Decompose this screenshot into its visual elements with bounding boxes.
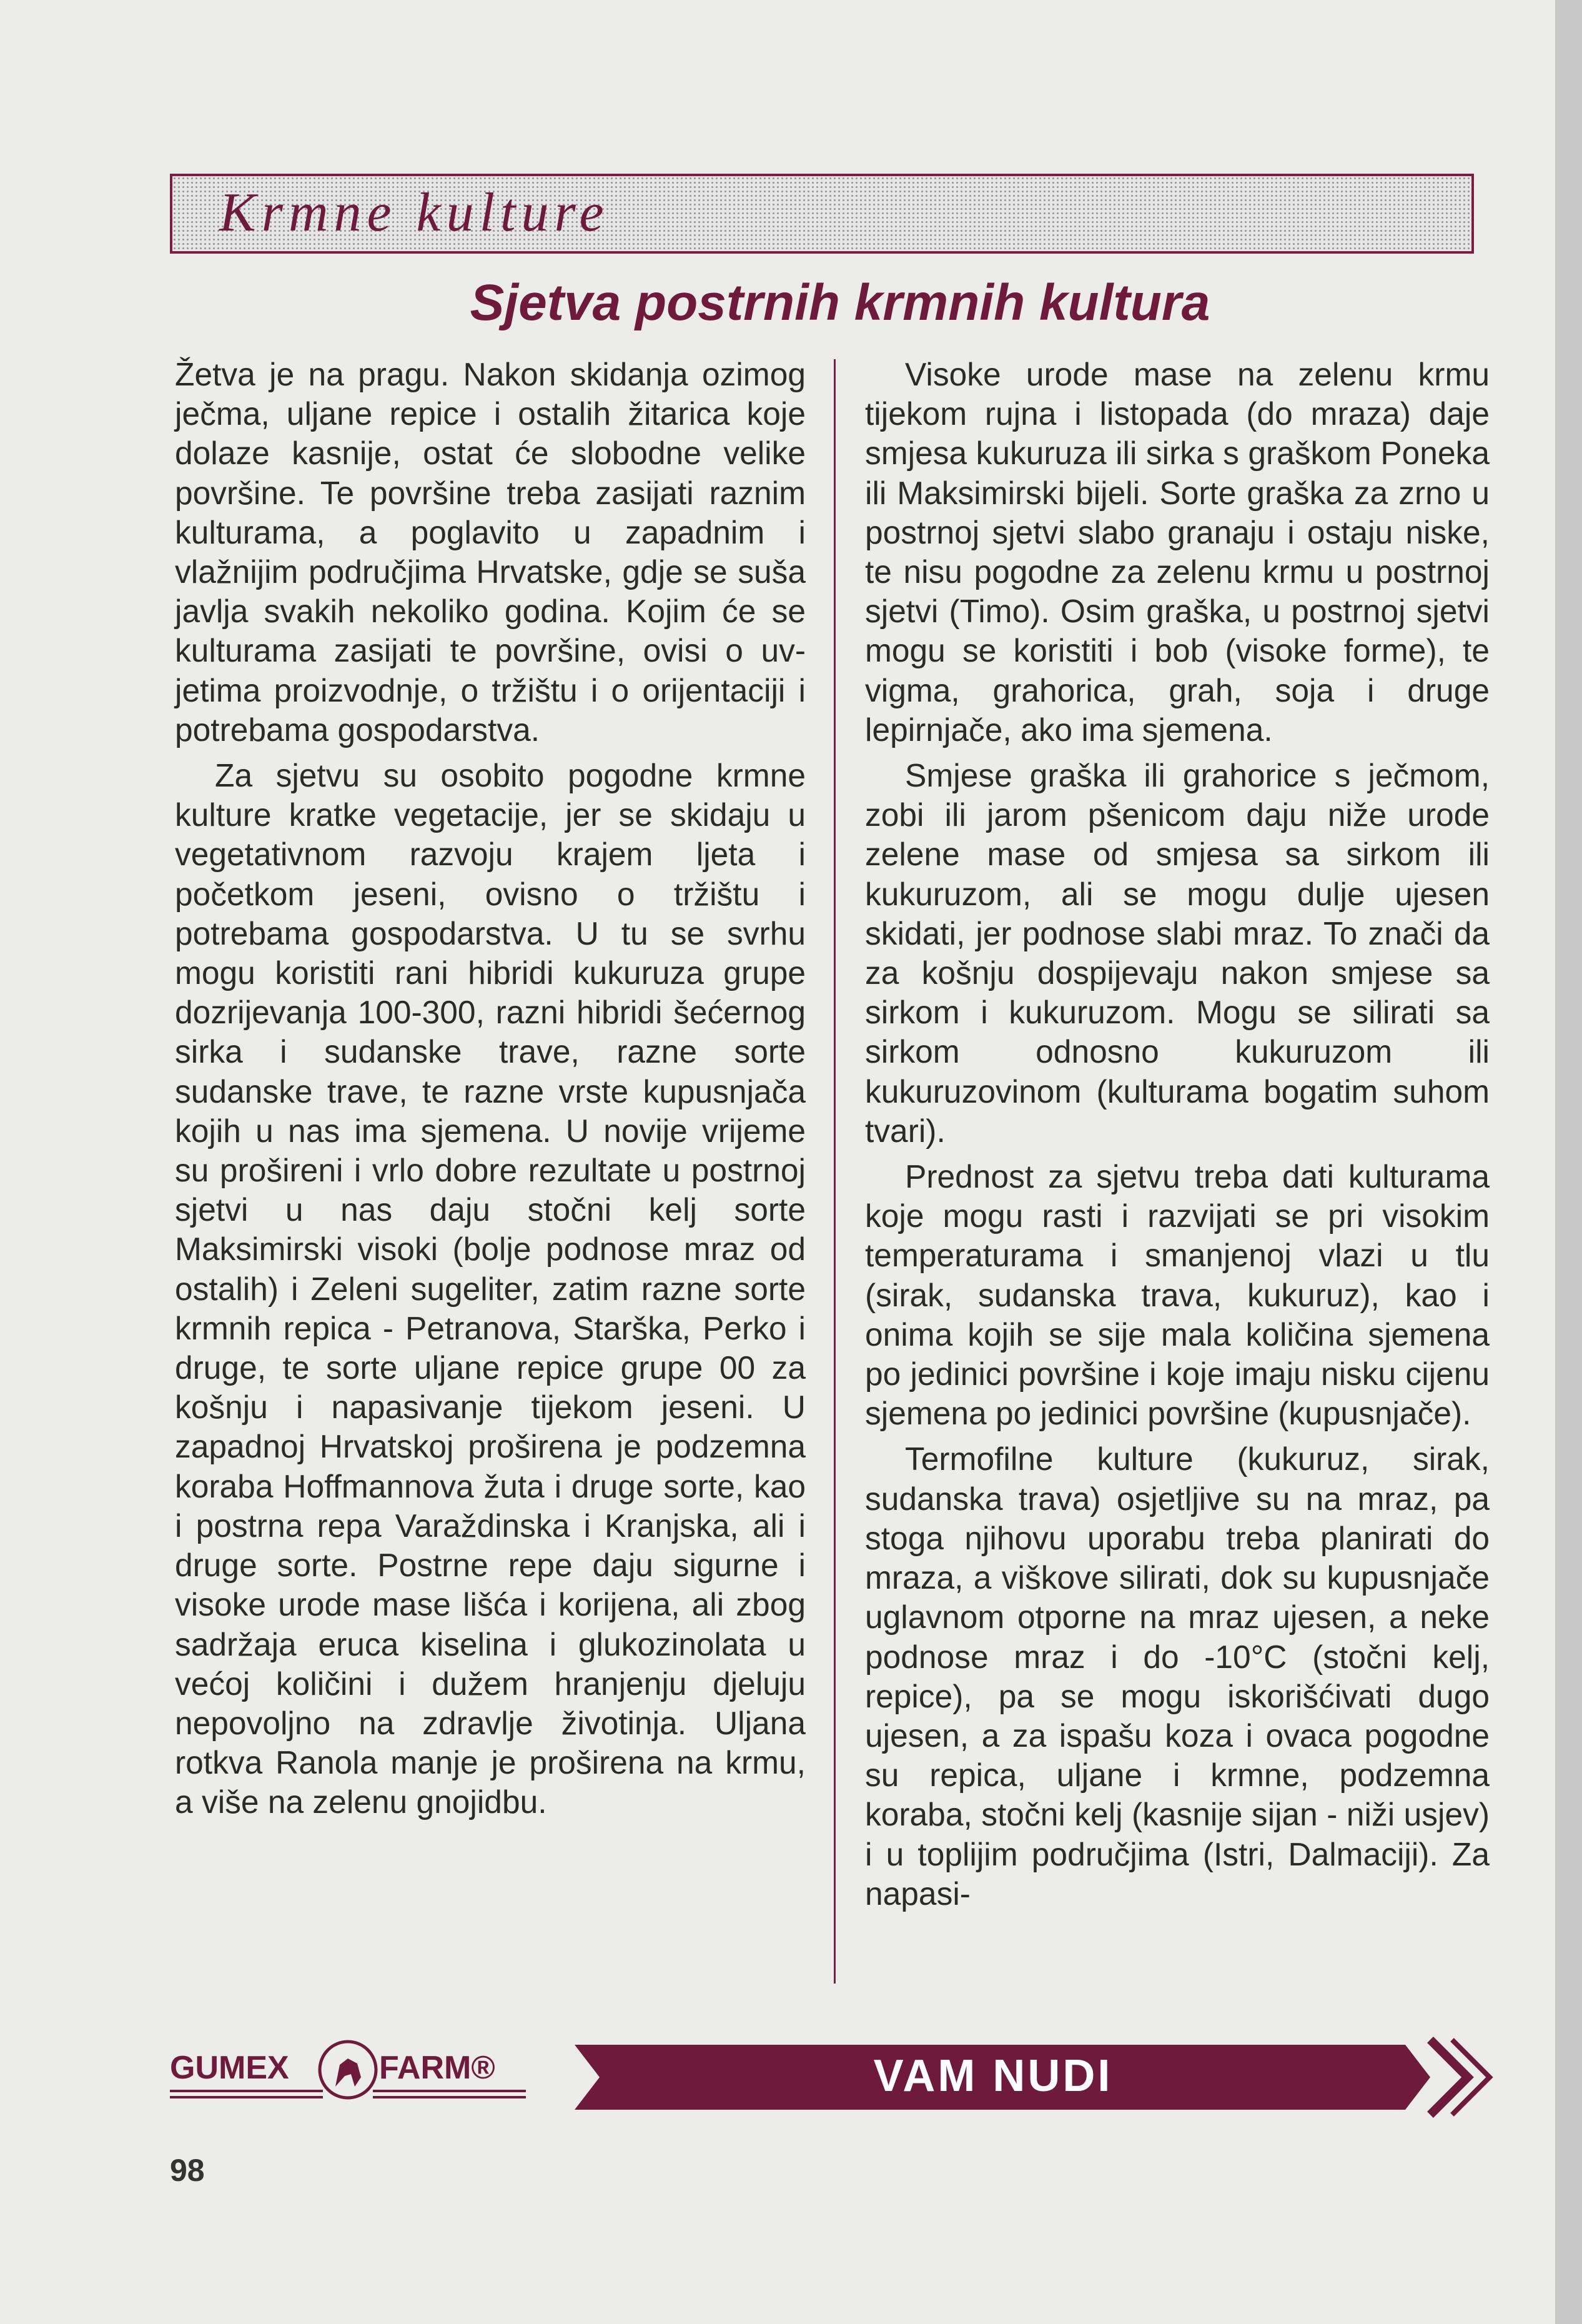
logo-left-text: GUMEX — [170, 2050, 289, 2086]
offer-label: VAM NUDI — [873, 2051, 1113, 2101]
paragraph: Visoke urode mase na zelenu krmu tijekom rujna i listopada (do mraza) daje smjesa kukuruza ili sirka s graškom Poneka ili Maksimirski bijeli. Sorte graška za zrno u postrnoj sjetvi slabo granaju i ostaju niske, te nisu pogodne za zelenu krmu u postrnoj sjetvi (Timo). Osim graška, u postrnoj sjetvi mogu se koristiti i bob (visoke forme), te vigma, grahorica, grah, soja i druge lepirnjače, ako ima sjemena. — [865, 356, 1490, 748]
paragraph: Smjese graška ili grahorice s ječmom, zobi ili jarom pšenicom daju niže urode zelene mase od smjesa sa sirkom ili kukuruzom, ali se mogu dulje ujesen skidati, jer podnose slabi mraz. To znači da za košnju dospijevaju nakon smjese sa sirkom i kukuruzom. Mogu se silirati sa sirkom odnosno kukuruzom ili kukuruzovinom (kulturama bogatim suhom tvari). — [865, 757, 1490, 1149]
paragraph: Žetva je na pragu. Nakon skidanja ozimog ječma, uljane repice i ostalih žitarica koje dolaze kasnije, ostat će slobodne velike površine. Te površine treba zasijati raznim kulturama, a poglavito u zapadnim i vlažnijim područjima Hrvatske, gdje se suša javlja svakih nekoliko godina. Kojim će se kulturama zasijati te površine, ovisi o uvjetima proizvodnje, o tržištu i o orijentaciji i potrebama gospodarstva. — [175, 356, 806, 748]
gumex-farm-logo — [170, 2040, 526, 2108]
logo-right-text: FARM® — [379, 2050, 495, 2086]
column-divider — [834, 359, 836, 1984]
article-title: Sjetva postrnih krmnih kultura — [470, 274, 1210, 331]
scan-edge — [1555, 0, 1582, 2324]
column-right — [865, 355, 1490, 1914]
paragraph: Prednost za sjetvu treba dati kulturama koje mogu rasti i razvijati se pri visokim temperaturama i smanjenoj vlazi u tlu (sirak, sudanska trava, kukuruz), kao i onima kojih se sije mala količina sjemena po jedinici površine i koje imaju nisku cijenu sjemena po jedinici površine (kupusnjače). — [865, 1158, 1490, 1432]
column-left — [175, 355, 806, 1822]
page-number: 98 — [170, 2153, 205, 2188]
paragraph: Za sjetvu su osobito pogodne krmne kulture kratke vegetacije, jer se skidaju u vegetativnom razvoju krajem ljeta i početkom jeseni, ovisno o tržištu i potrebama gospodarstva. U tu se svrhu mogu koristiti rani hibridi kukuruza grupe dozrijevanja 100-300, razni hibridi šećernog sirka i sudanske trave, razne sorte sudanske trave, te razne vrste kupusnjača kojih u nas ima sjemena. U novije vrijeme su prošireni i vrlo dobre rezultate u postrnoj sjetvi u nas daju stočni kelj sorte Maksimirski visoki (bolje podnose mraz od ostalih) i Zeleni sugeliter, zatim razne sorte krmnih repica - Petranova, Starška, Perko i druge, te sorte uljane repice grupe 00 za košnju i napasivanje tijekom jeseni. U zapadnoj Hrvatskoj proširena je podzemna koraba Hoffmannova žuta i druge sorte, kao i postrna repa Varaždinska i Kranjska, ali i druge sorte. Postrne repe daju sigurne i visoke urode mase lišća i korijena, ali zbog sadržaja eruca kiselina i glukozinolata u većoj količini i dužem hranjenju djeluju nepovoljno na zdravlje životinja. Uljana rotkva Ranola manje je proširena na krmu, a više na zelenu gnojidbu. — [175, 757, 806, 1820]
section-banner — [170, 174, 1474, 254]
paragraph: Termofilne kulture (kukuruz, sirak, sudanska trava) osjetljive su na mraz, pa stoga njihovu uporabu treba planirati do mraza, a viškove silirati, dok su kupusnjače uglavnom otporne na mraz ujesen, a neke podnose mraz i do -10°C (stočni kelj, repice), pa se mogu iskorišćivati dugo ujesen, a za ispašu koza i ovaca pogodne su repica, uljane i krmne, podzemna koraba, stočni kelj (kasnije sijan - niži usjev) i u toplijim područjima (Istri, Dalmaciji). Za napasi- — [865, 1441, 1490, 1912]
section-label: Krmne kulture — [219, 182, 610, 243]
